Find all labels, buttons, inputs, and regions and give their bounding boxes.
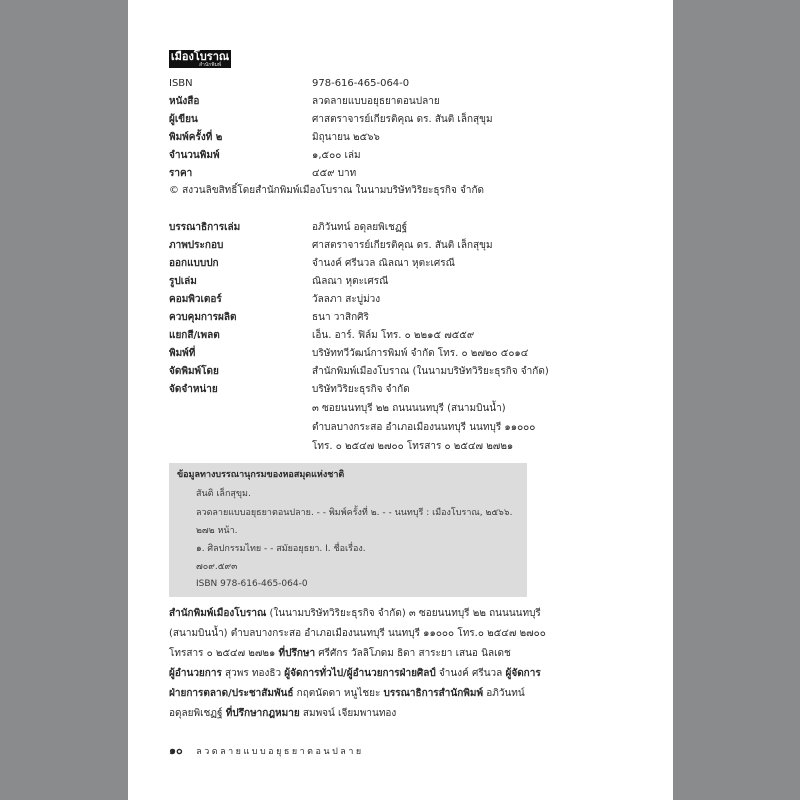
paragraph-line: [169, 684, 559, 704]
paragraph-bold-run: ที่ปรึกษากฎหมาย: [225, 708, 300, 719]
credit-label: พิมพ์ที่: [169, 348, 196, 359]
credit-value: จำนงค์ ศรีนวล ณิลณา หุตะเศรณี: [312, 258, 455, 269]
paragraph-run: กฤตนัดดา หนูไชยะ: [293, 688, 384, 699]
credit-label: แยกสี/เพลต: [169, 330, 220, 341]
info-value: ๔๕๙ บาท: [312, 168, 357, 179]
paragraph-line: [169, 604, 559, 624]
paragraph-line: [169, 664, 559, 684]
paragraph-run: อดุลยพิเชฏฐ์: [169, 708, 226, 719]
paragraph-bold-run: ผู้จัดการ: [505, 668, 541, 679]
address-line: โทร. ๐ ๒๕๔๗ ๒๗๐๐ โทรสาร ๐ ๒๕๔๗ ๒๗๒๑: [312, 441, 514, 452]
paragraph-line: [169, 624, 559, 644]
publisher-paragraph: [169, 604, 559, 724]
address-line: ตำบลบางกระสอ อำเภอเมืองนนทบุรี นนทบุรี ๑๑๐๐๐: [312, 422, 536, 433]
info-value: มิถุนายน ๒๕๖๖: [312, 132, 380, 143]
paragraph-run: (สนามบินน้ำ) ตำบลบางกระสอ อำเภอเมืองนนทบุรี นนทบุรี ๑๑๐๐๐ โทร.๐ ๒๕๔๗ ๒๗๐๐: [169, 628, 546, 639]
paragraph-bold-run: ที่ปรึกษา: [278, 648, 316, 659]
paragraph-run: โทรสาร ๐ ๒๕๔๗ ๒๗๒๑: [169, 648, 279, 659]
publisher-logo: [169, 50, 231, 68]
cip-line: ๒๗๒ หน้า.: [196, 526, 238, 536]
credit-value: ณิลณา หุตะเศรณี: [312, 276, 389, 287]
cip-line: ISBN 978-616-465-064-0: [196, 579, 308, 589]
book-page: [128, 0, 673, 800]
credit-label: ภาพประกอบ: [169, 240, 224, 251]
info-label: ผู้เขียน: [169, 114, 198, 125]
credit-label: ควบคุมการผลิต: [169, 312, 237, 323]
paragraph-bold-run: ผู้จัดการทั่วไป/ผู้อำนวยการฝ่ายศิลป์: [284, 668, 436, 679]
running-title: ลวดลายแบบอยุธยาตอนปลาย: [196, 747, 364, 757]
paragraph-bold-run: ฝ่ายการตลาด/ประชาสัมพันธ์: [169, 688, 294, 699]
info-label: จำนวนพิมพ์: [169, 150, 220, 161]
info-label: ISBN: [169, 78, 193, 89]
credit-value: วัลลภา สะบู่ม่วง: [312, 294, 381, 305]
page-footer: [169, 744, 364, 759]
page-number: ๑๐: [169, 744, 183, 757]
paragraph-bold-run: ผู้อำนวยการ: [169, 668, 222, 679]
info-label: พิมพ์ครั้งที่ ๒: [169, 132, 223, 143]
paragraph-line: [169, 644, 559, 664]
paragraph-line: [169, 704, 559, 724]
paragraph-run: สมพจน์ เจียมพานทอง: [299, 708, 397, 719]
info-value: ๑,๕๐๐ เล่ม: [312, 150, 361, 161]
credit-label: รูปเล่ม: [169, 276, 197, 287]
credit-value: บริษัททวีวัฒน์การพิมพ์ จำกัด โทร. ๐ ๒๗๒๐ ๕๐๑๔: [312, 348, 529, 359]
paragraph-bold-run: สำนักพิมพ์เมืองโบราณ: [169, 608, 267, 619]
cip-line: ๑. ศิลปกรรมไทย - - สมัยอยุธยา. I. ชื่อเรื่อง.: [196, 544, 366, 554]
info-label: หนังสือ: [169, 96, 200, 107]
cip-title: ข้อมูลทางบรรณานุกรมของหอสมุดแห่งชาติ: [177, 470, 345, 480]
info-label: ราคา: [169, 168, 193, 179]
credit-label: จัดพิมพ์โดย: [169, 366, 219, 377]
credit-label: บรรณาธิการเล่ม: [169, 222, 241, 233]
paragraph-run: สุวพร ทองธิว: [221, 668, 285, 679]
info-value: ลวดลายแบบอยุธยาตอนปลาย: [312, 96, 440, 107]
paragraph-run: จำนงค์ ศรีนวล: [435, 668, 506, 679]
cip-line: ลวดลายแบบอยุธยาตอนปลาย. - - พิมพ์ครั้งที่ ๒. - - นนทบุรี : เมืองโบราณ, ๒๕๖๖.: [196, 508, 513, 518]
logo-sub-text: สำนักพิมพ์: [199, 62, 222, 68]
paragraph-bold-run: บรรณาธิการสำนักพิมพ์: [383, 688, 484, 699]
info-value: 978-616-465-064-0: [312, 78, 410, 89]
copyright-notice: © สงวนลิขสิทธิ์โดยสำนักพิมพ์เมืองโบราณ ในนามบริษัทวิริยะธุรกิจ จำกัด: [169, 185, 485, 196]
credit-label: จัดจำหน่าย: [169, 384, 218, 395]
paragraph-run: ศรีศักร วัลลิโภดม ธิดา สาระยา เสนอ นิลเดช: [315, 648, 511, 659]
cip-line: ๗๐๙.๕๙๓: [196, 562, 238, 572]
credit-value: ธนา วาสิกศิริ: [312, 312, 369, 323]
credit-label: คอมพิวเตอร์: [169, 294, 222, 305]
info-value: ศาสตราจารย์เกียรติคุณ ดร. สันติ เล็กสุขุม: [312, 114, 493, 125]
credit-label: ออกแบบปก: [169, 258, 219, 269]
credit-value: สำนักพิมพ์เมืองโบราณ (ในนามบริษัทวิริยะธุรกิจ จำกัด): [312, 366, 549, 377]
logo-main-text: เมืองโบราณ: [170, 50, 230, 63]
paragraph-run: อภิวันทน์: [483, 688, 525, 699]
credit-value: บริษัทวิริยะธุรกิจ จำกัด: [312, 384, 410, 395]
cip-box: [169, 463, 527, 597]
paragraph-run: (ในนามบริษัทวิริยะธุรกิจ จำกัด) ๓ ซอยนนทบุรี ๒๒ ถนนนนทบุรี: [266, 608, 541, 619]
credit-value: ศาสตราจารย์เกียรติคุณ ดร. สันติ เล็กสุขุม: [312, 240, 493, 251]
cip-line: สันติ เล็กสุขุม.: [196, 489, 251, 499]
credit-value: อภิวันทน์ อดุลยพิเชฏฐ์: [312, 222, 408, 233]
credit-value: เอ็น. อาร์. ฟิล์ม โทร. ๐ ๒๒๑๕ ๗๕๕๙: [312, 330, 475, 341]
address-line: ๓ ซอยนนทบุรี ๒๒ ถนนนนทบุรี (สนามบินน้ำ): [312, 403, 506, 414]
